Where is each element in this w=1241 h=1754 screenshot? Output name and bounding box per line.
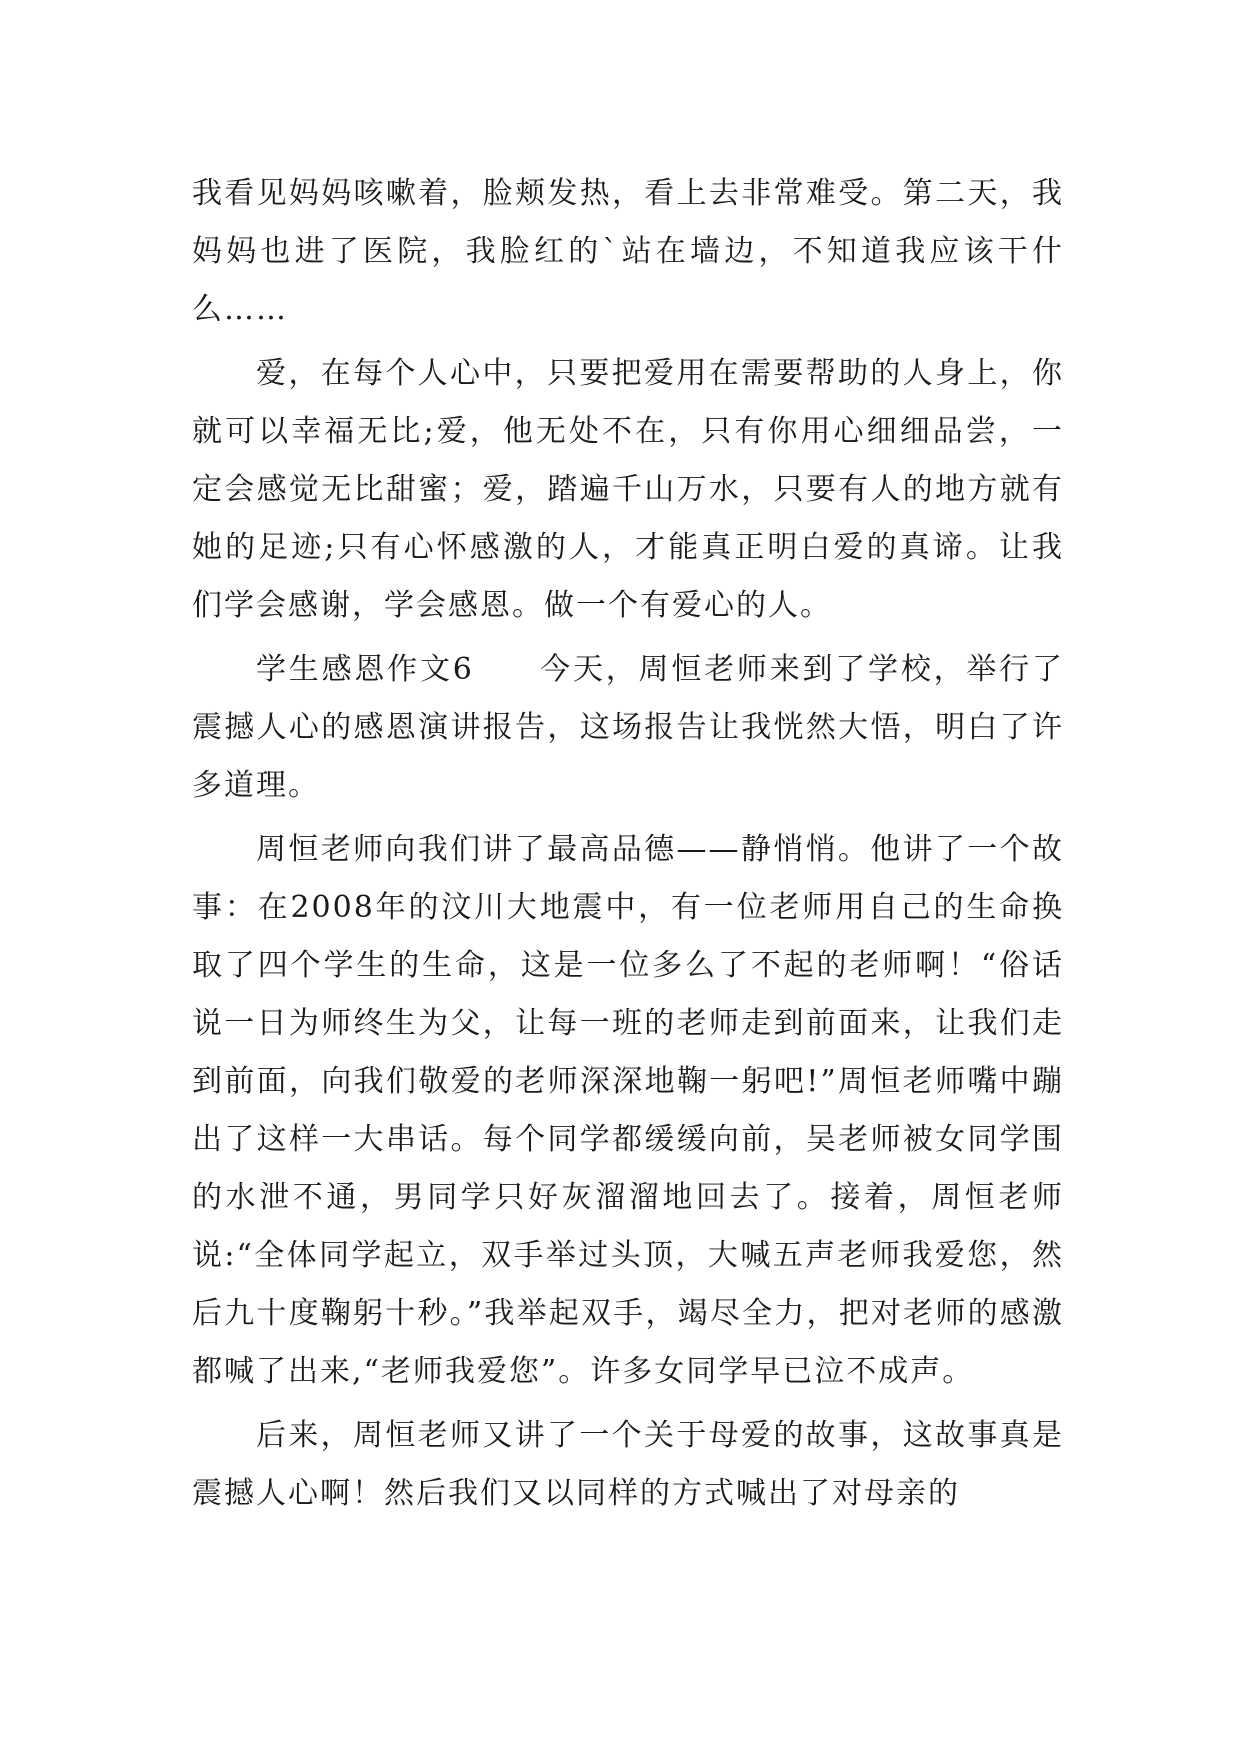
- paragraph-3: 学生感恩作文6 今天，周恒老师来到了学校，举行了震撼人心的感恩演讲报告，这场报告让我恍然大悟，明白了许多道理。: [192, 652, 1064, 803]
- paragraph-5: 后来，周恒老师又讲了一个关于母爱的故事，这故事真是震撼人心啊！然后我们又以同样的方式喊出了对母亲的: [192, 1418, 1064, 1511]
- paragraph-2: 爱，在每个人心中，只要把爱用在需要帮助的人身上，你就可以幸福无比;爱，他无处不在，只有你用心细细品尝，一定会感觉无比甜蜜；爱，踏遍千山万水，只要有人的地方就有她的足迹;只有心怀感激的人，才能真正明白爱的真谛。让我们学会感谢，学会感恩。做一个有爱心的人。: [192, 356, 1064, 623]
- document-page: [192, 165, 1064, 1529]
- paragraph-1: 我看见妈妈咳嗽着，脸颊发热，看上去非常难受。第二天，我妈妈也进了医院，我脸红的`站在墙边，不知道我应该干什么……: [192, 176, 1064, 327]
- paragraph-4: 周恒老师向我们讲了最高品德——静悄悄。他讲了一个故事：在2008年的汶川大地震中，有一位老师用自己的生命换取了四个学生的生命，这是一位多么了不起的老师啊！“俗话说一日为师终生为父，让每一班的老师走到前面来，让我们走到前面，向我们敬爱的老师深深地鞠一躬吧!”周恒老师嘴中蹦出了这样一大串话。每个同学都缓缓向前，吴老师被女同学围的水泄不通，男同学只好灰溜溜地回去了。接着，周恒老师说:“全体同学起立，双手举过头顶，大喊五声老师我爱您，然后九十度鞠躬十秒。”我举起双手，竭尽全力，把对老师的感激都喊了出来,“老师我爱您”。许多女同学早已泣不成声。: [192, 832, 1064, 1389]
